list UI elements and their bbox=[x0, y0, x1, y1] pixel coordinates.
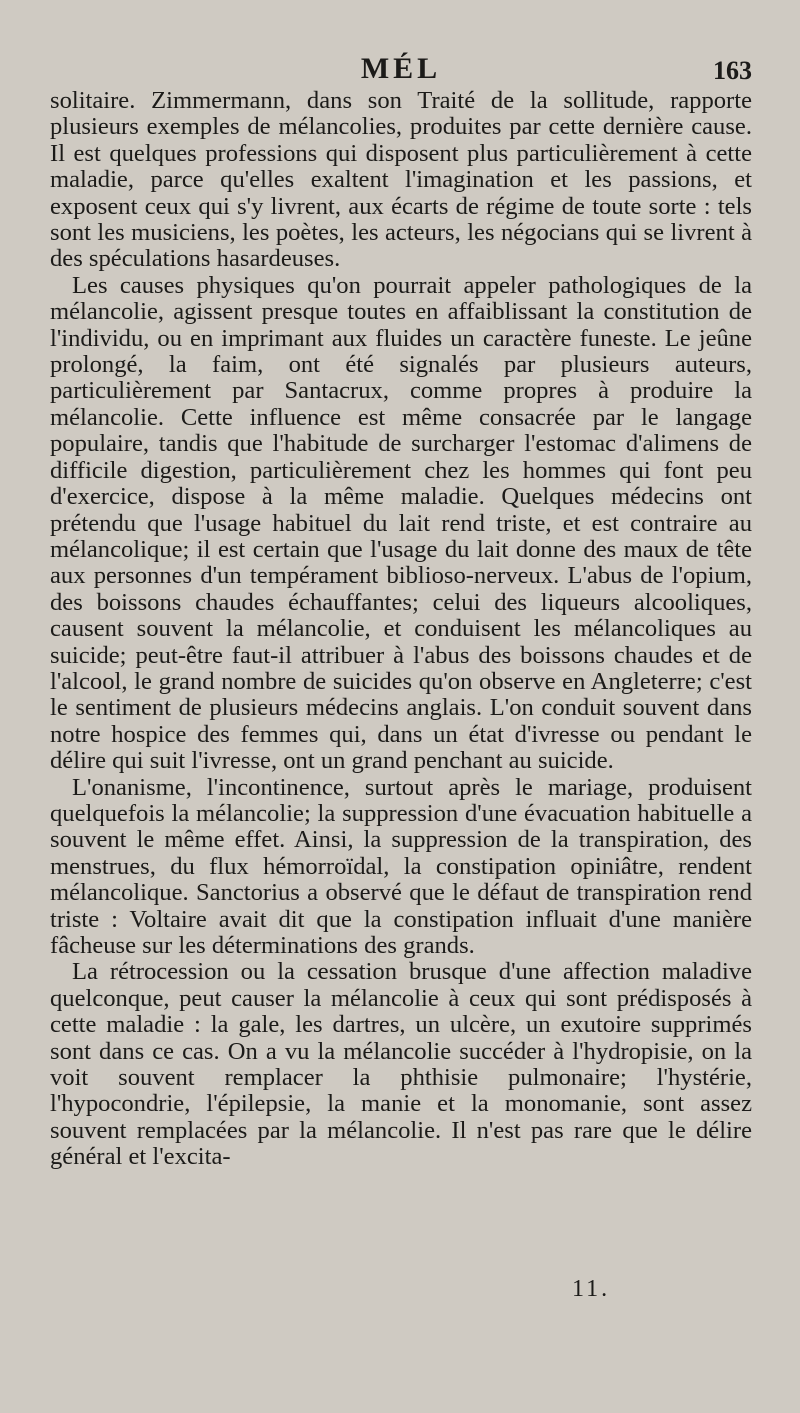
paragraph-continuation: solitaire. Zimmermann, dans son Traité de la sollitude, rapporte plusieurs exemples de mélancolies, produites par cette dernière cause. Il est quelques professions qui disposent plus particulièrement à cette maladie, parce qu'elles exaltent l'imagination et les passions, et exposent ceux qui s'y livrent, aux écarts de régime de toute sorte : tels sont les musiciens, les poètes, les acteurs, les négocians qui se livrent à des spéculations hasardeuses. bbox=[50, 87, 752, 273]
running-head: MÉL bbox=[360, 52, 442, 85]
page-number: 163 bbox=[713, 56, 752, 85]
body-text bbox=[50, 88, 752, 1171]
page-header bbox=[50, 52, 752, 88]
paragraph-retrocession: La rétrocession ou la cessation brusque d'une affection maladive quelconque, peut causer la mélancolie à ceux qui sont prédisposés à cette maladie : la gale, les dartres, un ulcère, un exutoire supprimés sont dans ce cas. On a vu la mélancolie succéder à l'hydropisie, on la voit souvent remplacer la phthisie pulmonaire; l'hystérie, l'hypocondrie, l'épilepsie, la manie et la monomanie, sont assez souvent remplacées par la mélancolie. Il n'est pas rare que le délire général et l'excita- bbox=[50, 958, 752, 1171]
paragraph-physical-causes: Les causes physiques qu'on pourrait appeler pathologiques de la mélancolie, agissent presque toutes en affaiblissant la constitution de l'individu, ou en imprimant aux fluides un caractère funeste. Le jeûne prolongé, la faim, ont été signalés par plusieurs auteurs, particulièrement par Santacrux, comme propres à produire la mélancolie. Cette influence est même consacrée par le langage populaire, tandis que l'habitude de surcharger l'estomac d'alimens de difficile digestion, particulièrement chez les hommes qui font peu d'exercice, dispose à la même maladie. Quelques médecins ont prétendu que l'usage habituel du lait rend triste, et est contraire au mélancolique; il est certain que l'usage du lait donne des maux de tête aux personnes d'un tempérament biblioso-nerveux. L'abus de l'opium, des boissons chaudes échauffantes; celui des liqueurs alcooliques, causent souvent la mélancolie, et conduisent les mélancoliques au suicide; peut-être faut-il attribuer à l'abus des boissons chaudes et de l'alcool, le grand nombre de suicides qu'on observe en Angleterre; c'est le sentiment de plusieurs médecins anglais. L'on conduit souvent dans notre hospice des femmes qui, dans un état d'ivresse ou pendant le délire qui suit l'ivresse, ont un grand penchant au suicide. bbox=[50, 271, 752, 775]
signature-mark: 11. bbox=[572, 1276, 611, 1302]
paragraph-onanism: L'onanisme, l'incontinence, surtout après le mariage, produisent quelquefois la mélancolie; la suppression d'une évacuation habituelle a souvent le même effet. Ainsi, la suppression de la transpiration, des menstrues, du flux hémorroïdal, la constipation opiniâtre, rendent mélancolique. Sanctorius a observé que le défaut de transpiration rend triste : Voltaire avait dit que la constipation influait d'une manière fâcheuse sur les déterminations des grands. bbox=[50, 773, 752, 959]
